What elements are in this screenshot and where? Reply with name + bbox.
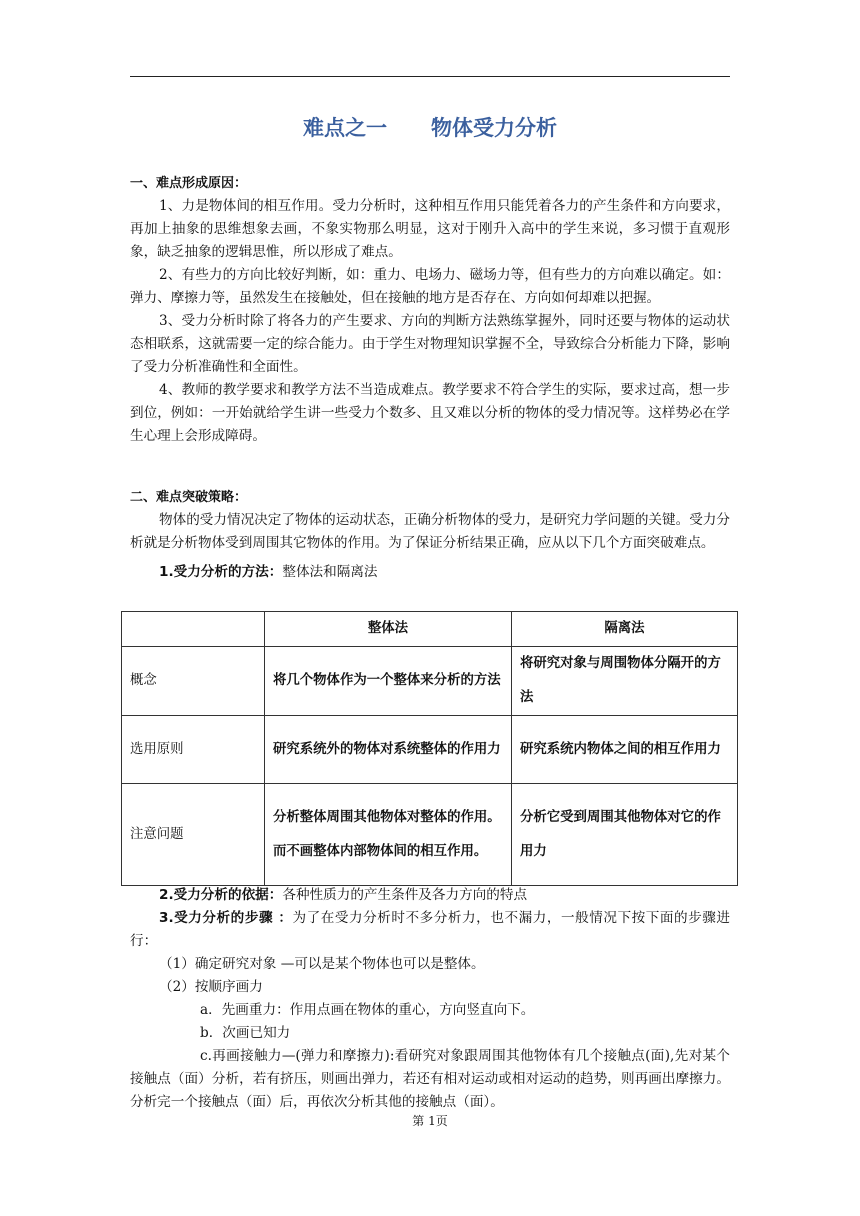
steps-label: 3.受力分析的步骤 ： <box>159 910 293 926</box>
basis-label: 2.受力分析的依据： <box>159 887 283 903</box>
section2-heading: 二、难点突破策略： <box>130 490 248 505</box>
table-row-label: 概念 <box>122 647 265 716</box>
table-row-label: 注意问题 <box>122 784 265 886</box>
basis-line <box>130 884 730 907</box>
table-cell: 将研究对象与周围物体分隔开的方法 <box>512 647 738 716</box>
section1-paragraph-1: 1、力是物体间的相互作用。受力分析时，这种相互作用只能凭着各力的产生条件和方向要求，再加上抽象的思维想象去画，不象实物那么明显，这对于刚升入高中的学生来说，多习惯于直观形象，缺乏抽象的逻辑思惟，所以形成了难点。 <box>130 198 730 260</box>
table-row <box>122 647 738 716</box>
title-part1: 难点之一 <box>303 116 387 140</box>
steps-line <box>130 907 730 953</box>
section1-heading: 一、难点形成原因： <box>130 176 248 191</box>
table-header-cell <box>122 612 265 647</box>
table-cell: 分析整体周围其他物体对整体的作用。而不画整体内部物体间的相互作用。 <box>265 784 512 886</box>
table-cell: 研究系统外的物体对系统整体的作用力 <box>265 716 512 784</box>
step-2b: b．次画已知力 <box>200 1025 291 1041</box>
method-line <box>130 561 730 584</box>
page-number: 第 1页 <box>412 1114 448 1128</box>
table-row-label: 选用原则 <box>122 716 265 784</box>
table-header-row <box>122 612 738 647</box>
table-cell: 研究系统内物体之间的相互作用力 <box>512 716 738 784</box>
header-rule <box>130 76 730 77</box>
step-2: （2）按顺序画力 <box>159 979 263 995</box>
section1-paragraph-4: 4、教师的教学要求和教学方法不当造成难点。教学要求不符合学生的实际，要求过高，想一步到位，例如：一开始就给学生讲一些受力个数多、且又难以分析的物体的受力情况等。这样势必在学生心理上会形成障碍。 <box>130 382 730 444</box>
section1-paragraph-3: 3、受力分析时除了将各力的产生要求、方向的判断方法熟练掌握外，同时还要与物体的运动状态相联系，这就需要一定的综合能力。由于学生对物理知识掌握不全，导致综合分析能力下降，影响了受力分析准确性和全面性。 <box>130 313 730 375</box>
step-2a: a．先画重力：作用点画在物体的重心，方向竖直向下。 <box>200 1002 535 1018</box>
table-row <box>122 784 738 886</box>
document-title <box>0 112 860 142</box>
table-row <box>122 716 738 784</box>
section2-bottom <box>130 884 730 1114</box>
table-cell: 将几个物体作为一个整体来分析的方法 <box>265 647 512 716</box>
section1 <box>130 172 730 448</box>
section1-paragraph-2: 2、有些力的方向比较好判断，如：重力、电场力、磁场力等，但有些力的方向难以确定。如：弹力、摩擦力等，虽然发生在接触处，但在接触的地方是否存在、方向如何却难以把握。 <box>130 267 730 306</box>
basis-text: 各种性质力的产生条件及各力方向的特点 <box>282 887 528 903</box>
table-cell: 分析它受到周围其他物体对它的作用力 <box>512 784 738 886</box>
table-header-cell: 隔离法 <box>512 612 738 647</box>
step-2c: c.再画接触力—(弹力和摩擦力):看研究对象跟周围其他物体有几个接触点(面),先对某个接触点（面）分析，若有挤压，则画出弹力，若还有相对运动或相对运动的趋势，则再画出摩擦力。分析完一个接触点（面）后，再依次分析其他的接触点（面）。 <box>130 1048 730 1110</box>
method-text: 整体法和隔离法 <box>282 564 378 580</box>
steps-text: 为了在受力分析时不多分析力，也不漏力，一般情况下按下面的步骤进行： <box>130 910 731 949</box>
title-part2: 物体受力分析 <box>431 116 557 140</box>
section2-top <box>130 486 730 584</box>
method-label: 1.受力分析的方法： <box>159 564 283 580</box>
comparison-table <box>121 611 738 886</box>
table-header-cell: 整体法 <box>265 612 512 647</box>
section2-intro: 物体的受力情况决定了物体的运动状态，正确分析物体的受力，是研究力学问题的关键。受力分析就是分析物体受到周围其它物体的作用。为了保证分析结果正确，应从以下几个方面突破难点。 <box>130 512 730 551</box>
step-1: （1）确定研究对象 —可以是某个物体也可以是整体。 <box>159 956 485 972</box>
